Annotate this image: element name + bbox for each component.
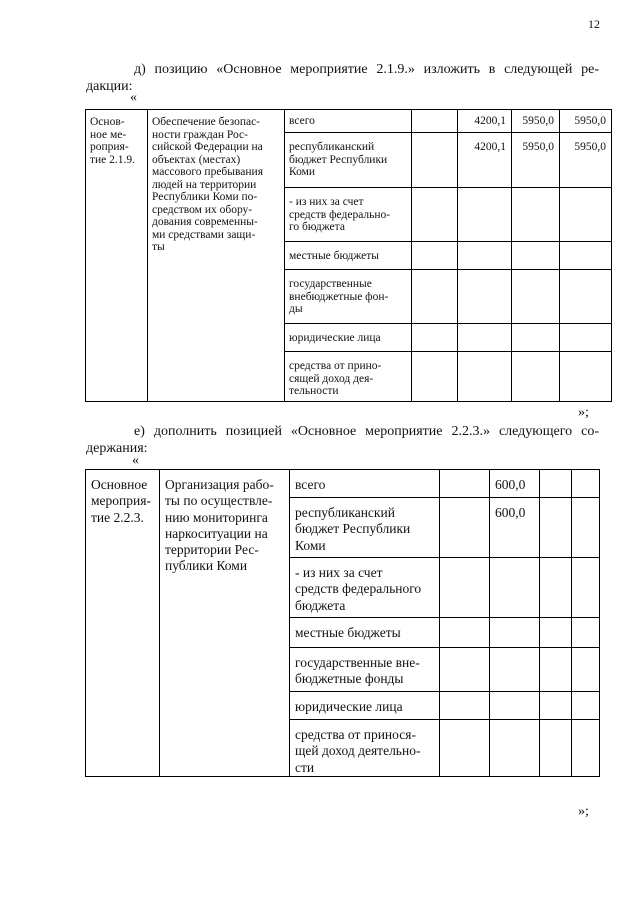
t2-source-line: Коми <box>295 537 326 553</box>
t1-row-federal-budget-amount-3 <box>512 188 560 242</box>
t2-amount-value: 600,0 <box>495 505 526 520</box>
paragraph-d-line-1: д) позицию «Основное мероприятие 2.1.9.» изложить в следующей ре- <box>134 62 599 77</box>
t2-row-total-amount-2 <box>490 470 540 498</box>
t1-measure-name-line: Республики Коми по- <box>152 191 258 203</box>
t1-row-total-source <box>285 110 412 133</box>
t2-row-total-amount-1 <box>440 470 490 498</box>
t2-row-income-activity-amount-2 <box>490 720 540 777</box>
t2-row-income-activity-amount-1 <box>440 720 490 777</box>
t1-source-line: Коми <box>289 166 316 178</box>
t1-amount-value: 5950,0 <box>574 115 606 127</box>
t2-measure-code-line: Основное <box>91 477 148 492</box>
t2-row-state-funds-amount-3 <box>540 648 572 692</box>
t2-measure-code-line: тие 2.2.3. <box>91 509 144 525</box>
t1-row-local-budgets-amount-3 <box>512 242 560 270</box>
t2-row-legal-entities-amount-3 <box>540 692 572 720</box>
t1-amount-value: 5950,0 <box>574 141 606 153</box>
t1-row-republic-budget-amount-3 <box>512 133 560 188</box>
t1-row-state-funds-amount-1 <box>412 270 458 324</box>
t1-amount-value: 4200,1 <box>474 115 506 127</box>
t1-row-legal-entities-amount-4 <box>560 324 612 352</box>
closing-quote-1: »; <box>578 405 589 420</box>
paragraph-d-line-2: дакции: <box>86 79 133 94</box>
t2-source-line: щей доход деятельно- <box>295 743 421 759</box>
closing-quote-2: »; <box>578 804 589 819</box>
t1-row-total-amount-2 <box>458 110 512 133</box>
t1-row-income-activity-amount-2 <box>458 352 512 402</box>
t1-row-income-activity-amount-3 <box>512 352 560 402</box>
page-number: 12 <box>588 17 600 31</box>
t1-measure-name-line: людей на территории <box>152 178 257 191</box>
t1-measure-name-line: дования современны- <box>152 216 258 228</box>
t2-measure-name-line: нию мониторинга <box>165 509 268 525</box>
t1-row-state-funds-source <box>285 270 412 324</box>
t2-row-local-budgets-source <box>290 618 440 648</box>
t1-source-line: - из них за счет <box>289 196 364 208</box>
t2-measure-name-line: ты по осуществле- <box>165 493 273 509</box>
t1-source-line: республиканский <box>289 141 375 153</box>
t1-row-republic-budget-amount-1 <box>412 133 458 188</box>
t2-source-line: республиканский <box>295 505 395 520</box>
t1-row-state-funds-amount-4 <box>560 270 612 324</box>
t1-row-legal-entities-amount-3 <box>512 324 560 352</box>
t1-source-line: средства от прино- <box>289 360 382 372</box>
funding-table-measure-2-2-3 <box>85 469 600 777</box>
t1-source-line: юридические лица <box>289 332 381 344</box>
t2-source-line: средств федерального <box>295 581 422 597</box>
funding-table-measure-2-1-9 <box>85 109 612 402</box>
t1-row-income-activity-amount-4 <box>560 352 612 402</box>
t1-measure-name-line: массового пребывания <box>152 166 263 178</box>
t1-row-total-amount-4 <box>560 110 612 133</box>
t2-row-state-funds-amount-1 <box>440 648 490 692</box>
t2-row-state-funds-amount-4 <box>572 648 600 692</box>
t2-row-republic-budget-amount-1 <box>440 498 490 558</box>
t1-source-line: внебюджетные фон- <box>289 290 389 303</box>
t1-row-republic-budget-amount-2 <box>458 133 512 188</box>
t1-source-line: бюджет Республики <box>289 153 388 166</box>
t1-measure-name-line: сийской Федерации на <box>152 141 263 153</box>
t2-row-income-activity-amount-4 <box>572 720 600 777</box>
t2-source-line: бюджета <box>295 597 346 613</box>
t2-row-state-funds-amount-2 <box>490 648 540 692</box>
t1-measure-code-line: ное ме- <box>90 128 127 141</box>
t2-source-line: юридические лица <box>295 699 403 714</box>
t2-row-legal-entities-amount-2 <box>490 692 540 720</box>
t2-row-state-funds-source <box>290 648 440 692</box>
t2-row-federal-budget-amount-3 <box>540 558 572 618</box>
t2-row-legal-entities-amount-4 <box>572 692 600 720</box>
t2-source-line: средства от принося- <box>295 727 416 742</box>
t2-row-federal-budget-source <box>290 558 440 618</box>
t2-source-line: всего <box>295 477 326 492</box>
t2-row-income-activity-amount-3 <box>540 720 572 777</box>
t2-row-federal-budget-amount-2 <box>490 558 540 618</box>
t1-row-legal-entities-amount-1 <box>412 324 458 352</box>
t1-row-income-activity-source <box>285 352 412 402</box>
t1-measure-name-line: ты <box>152 241 165 253</box>
t1-row-total-amount-3 <box>512 110 560 133</box>
t1-measure-name-line: ми средствами защи- <box>152 228 256 241</box>
t1-amount-value: 5950,0 <box>522 141 554 153</box>
t1-row-local-budgets-amount-4 <box>560 242 612 270</box>
t2-measure-name-line: наркоситуации на <box>165 525 268 541</box>
t1-row-total-amount-1 <box>412 110 458 133</box>
t1-source-line: ды <box>289 303 303 315</box>
t2-row-republic-budget-amount-4 <box>572 498 600 558</box>
opening-quote-1: « <box>130 90 137 105</box>
t1-row-federal-budget-source <box>285 188 412 242</box>
t1-measure-name-cell <box>148 110 285 402</box>
t1-amount-value: 4200,1 <box>474 141 506 153</box>
t1-source-line: государственные <box>289 278 372 290</box>
t1-source-line: тельности <box>289 385 339 397</box>
t1-measure-code-cell <box>86 110 148 402</box>
t1-source-line: всего <box>289 115 315 127</box>
t2-source-line: государственные вне- <box>295 655 420 670</box>
t2-source-line: - из них за счет <box>295 565 383 580</box>
t2-source-line: бюджетные фонды <box>295 671 404 687</box>
t1-amount-value: 5950,0 <box>522 115 554 127</box>
t2-row-local-budgets-amount-2 <box>490 618 540 648</box>
t2-source-line: бюджет Республики <box>295 521 411 537</box>
t1-measure-name-line: объектах (местах) <box>152 153 241 166</box>
t1-row-income-activity-amount-1 <box>412 352 458 402</box>
t2-measure-name-line: Организация рабо- <box>165 477 274 492</box>
t2-measure-name-cell <box>160 470 290 777</box>
t2-row-republic-budget-source <box>290 498 440 558</box>
t1-row-republic-budget-amount-4 <box>560 133 612 188</box>
t1-measure-name-line: средством их обору- <box>152 203 253 216</box>
t2-row-federal-budget-amount-1 <box>440 558 490 618</box>
t1-source-line: го бюджета <box>289 221 345 233</box>
t1-source-line: средств федерально- <box>289 208 391 221</box>
t1-row-republic-budget-source <box>285 133 412 188</box>
t1-row-legal-entities-amount-2 <box>458 324 512 352</box>
t2-measure-name-line: публики Коми <box>165 558 248 574</box>
t2-row-federal-budget-amount-4 <box>572 558 600 618</box>
t2-row-total-source <box>290 470 440 498</box>
t1-measure-code-line: роприя- <box>90 141 129 153</box>
t2-row-republic-budget-amount-3 <box>540 498 572 558</box>
t2-row-local-budgets-amount-4 <box>572 618 600 648</box>
t1-row-federal-budget-amount-2 <box>458 188 512 242</box>
paragraph-e-line-1: е) дополнить позицией «Основное мероприятие 2.2.3.» следующего со- <box>134 424 599 439</box>
t1-row-legal-entities-source <box>285 324 412 352</box>
t1-row-state-funds-amount-2 <box>458 270 512 324</box>
t2-row-local-budgets-amount-3 <box>540 618 572 648</box>
t2-source-line: сти <box>295 759 315 775</box>
t1-row-local-budgets-amount-1 <box>412 242 458 270</box>
t2-row-total-amount-3 <box>540 470 572 498</box>
t1-row-local-budgets-source <box>285 242 412 270</box>
t1-measure-name-line: Обеспечение безопас- <box>152 116 261 128</box>
t1-measure-name-line: ности граждан Рос- <box>152 128 248 141</box>
t2-row-legal-entities-amount-1 <box>440 692 490 720</box>
t2-measure-code-cell <box>86 470 160 777</box>
t1-row-federal-budget-amount-4 <box>560 188 612 242</box>
paragraph-e-line-2: держания: <box>86 441 148 456</box>
t1-row-local-budgets-amount-2 <box>458 242 512 270</box>
t2-amount-value: 600,0 <box>495 477 526 492</box>
t1-source-line: сящей доход дея- <box>289 372 374 385</box>
t1-row-federal-budget-amount-1 <box>412 188 458 242</box>
t1-measure-code-line: тие 2.1.9. <box>90 153 136 166</box>
t1-measure-code-line: Основ- <box>90 116 125 128</box>
t1-row-state-funds-amount-3 <box>512 270 560 324</box>
t2-row-income-activity-source <box>290 720 440 777</box>
opening-quote-2: « <box>132 453 139 468</box>
t2-source-line: местные бюджеты <box>295 625 401 640</box>
t2-measure-code-line: мероприя- <box>91 493 151 509</box>
t2-row-republic-budget-amount-2 <box>490 498 540 558</box>
t2-row-local-budgets-amount-1 <box>440 618 490 648</box>
t1-source-line: местные бюджеты <box>289 250 380 262</box>
t2-row-total-amount-4 <box>572 470 600 498</box>
t2-measure-name-line: территории Рес- <box>165 542 259 558</box>
t2-row-legal-entities-source <box>290 692 440 720</box>
